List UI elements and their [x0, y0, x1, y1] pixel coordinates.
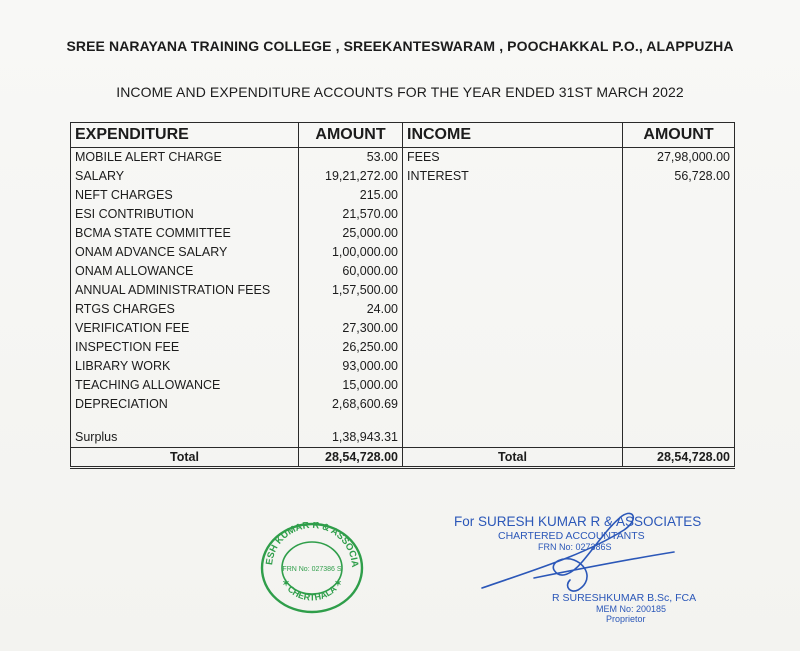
income-expenditure-table — [70, 122, 735, 469]
expenditure-item: SALARY — [71, 167, 299, 186]
signature-frn: FRN No: 027386S — [538, 542, 612, 552]
expenditure-item: ESI CONTRIBUTION — [71, 205, 299, 224]
surplus-income-amount-empty — [623, 428, 735, 448]
signatory-membership: MEM No: 200185 — [596, 604, 667, 614]
expenditure-amount: 25,000.00 — [299, 224, 403, 243]
surplus-income-empty — [403, 428, 623, 448]
signatory-name: R SURESHKUMAR B.Sc, FCA — [552, 592, 697, 604]
surplus-row — [71, 428, 735, 448]
table-row — [71, 205, 735, 224]
table-header-row — [71, 123, 735, 148]
income-item — [403, 281, 623, 300]
income-amount — [623, 243, 735, 262]
svg-text:SURESH KUMAR R & ASSOCIATES: ESH KUMAR R & ASSOCIA — [264, 522, 361, 568]
svg-text:FRN No: 027386 S: FRN No: 027386 S — [282, 566, 342, 573]
expenditure-amount: 26,250.00 — [299, 338, 403, 357]
total-amount-expenditure: 28,54,728.00 — [299, 448, 403, 468]
expenditure-item: MOBILE ALERT CHARGE — [71, 148, 299, 168]
college-title: SREE NARAYANA TRAINING COLLEGE , SREEKANTESWARAM , POOCHAKKAL P.O., ALAPPUZHA — [66, 38, 734, 54]
income-item — [403, 338, 623, 357]
income-item — [403, 205, 623, 224]
expenditure-amount: 27,300.00 — [299, 319, 403, 338]
income-amount — [623, 357, 735, 376]
expenditure-amount: 2,68,600.69 — [299, 395, 403, 414]
table-row — [71, 167, 735, 186]
header-amount: AMOUNT — [299, 123, 403, 148]
expenditure-amount: 24.00 — [299, 300, 403, 319]
spacer-cell — [299, 414, 403, 428]
income-item: FEES — [403, 148, 623, 168]
table-row — [71, 338, 735, 357]
table-row — [71, 148, 735, 168]
income-amount — [623, 262, 735, 281]
expenditure-item: ANNUAL ADMINISTRATION FEES — [71, 281, 299, 300]
spacer-cell — [623, 414, 735, 428]
expenditure-amount: 60,000.00 — [299, 262, 403, 281]
income-item — [403, 376, 623, 395]
income-item — [403, 357, 623, 376]
svg-text:✶ CHERTHALA ✶: ✶ CHERTHALA ✶ — [279, 577, 345, 603]
expenditure-item: INSPECTION FEE — [71, 338, 299, 357]
header-amount-income: AMOUNT — [623, 123, 735, 148]
income-amount — [623, 376, 735, 395]
table-row — [71, 186, 735, 205]
income-amount — [623, 395, 735, 414]
handwritten-signature — [474, 500, 684, 600]
income-item — [403, 243, 623, 262]
table-row — [71, 319, 735, 338]
signature-designation: CHARTERED ACCOUNTANTS — [498, 530, 645, 542]
surplus-label: Surplus — [71, 428, 299, 448]
income-amount — [623, 300, 735, 319]
table-row — [71, 300, 735, 319]
table-row — [71, 395, 735, 414]
surplus-amount: 1,38,943.31 — [299, 428, 403, 448]
income-amount — [623, 319, 735, 338]
income-amount — [623, 281, 735, 300]
expenditure-amount: 19,21,272.00 — [299, 167, 403, 186]
expenditure-item: NEFT CHARGES — [71, 186, 299, 205]
statement-subtitle: INCOME AND EXPENDITURE ACCOUNTS FOR THE YEAR ENDED 31ST MARCH 2022 — [116, 84, 684, 100]
header-income: INCOME — [403, 123, 623, 148]
income-amount: 27,98,000.00 — [623, 148, 735, 168]
expenditure-amount: 93,000.00 — [299, 357, 403, 376]
income-item — [403, 262, 623, 281]
header-expenditure: EXPENDITURE — [71, 123, 299, 148]
expenditure-item: TEACHING ALLOWANCE — [71, 376, 299, 395]
table-row — [71, 281, 735, 300]
table-row — [71, 243, 735, 262]
expenditure-item: DEPRECIATION — [71, 395, 299, 414]
expenditure-amount: 1,00,000.00 — [299, 243, 403, 262]
income-item — [403, 224, 623, 243]
total-label-expenditure: Total — [71, 448, 299, 468]
expenditure-amount: 215.00 — [299, 186, 403, 205]
table-body — [71, 148, 735, 468]
expenditure-item: ONAM ALLOWANCE — [71, 262, 299, 281]
signatory-role: Proprietor — [606, 614, 646, 624]
spacer-cell — [403, 414, 623, 428]
income-amount — [623, 205, 735, 224]
income-amount — [623, 186, 735, 205]
signature-block — [454, 500, 724, 630]
expenditure-item: VERIFICATION FEE — [71, 319, 299, 338]
spacer-cell — [71, 414, 299, 428]
income-amount: 56,728.00 — [623, 167, 735, 186]
income-item — [403, 300, 623, 319]
expenditure-item: ONAM ADVANCE SALARY — [71, 243, 299, 262]
income-item — [403, 319, 623, 338]
income-item — [403, 395, 623, 414]
total-label-income: Total — [403, 448, 623, 468]
expenditure-amount: 21,570.00 — [299, 205, 403, 224]
expenditure-item: LIBRARY WORK — [71, 357, 299, 376]
total-row — [71, 448, 735, 468]
expenditure-item: BCMA STATE COMMITTEE — [71, 224, 299, 243]
income-amount — [623, 338, 735, 357]
income-item — [403, 186, 623, 205]
signature-firm-line: For SURESH KUMAR R & ASSOCIATES — [454, 514, 702, 529]
income-item: INTEREST — [403, 167, 623, 186]
table-row — [71, 376, 735, 395]
table-row — [71, 262, 735, 281]
table-row — [71, 224, 735, 243]
expenditure-item: RTGS CHARGES — [71, 300, 299, 319]
firm-stamp — [258, 522, 366, 614]
table-row — [71, 357, 735, 376]
expenditure-amount: 15,000.00 — [299, 376, 403, 395]
expenditure-amount: 1,57,500.00 — [299, 281, 403, 300]
expenditure-amount: 53.00 — [299, 148, 403, 168]
spacer-row — [71, 414, 735, 428]
total-amount-income: 28,54,728.00 — [623, 448, 735, 468]
income-amount — [623, 224, 735, 243]
